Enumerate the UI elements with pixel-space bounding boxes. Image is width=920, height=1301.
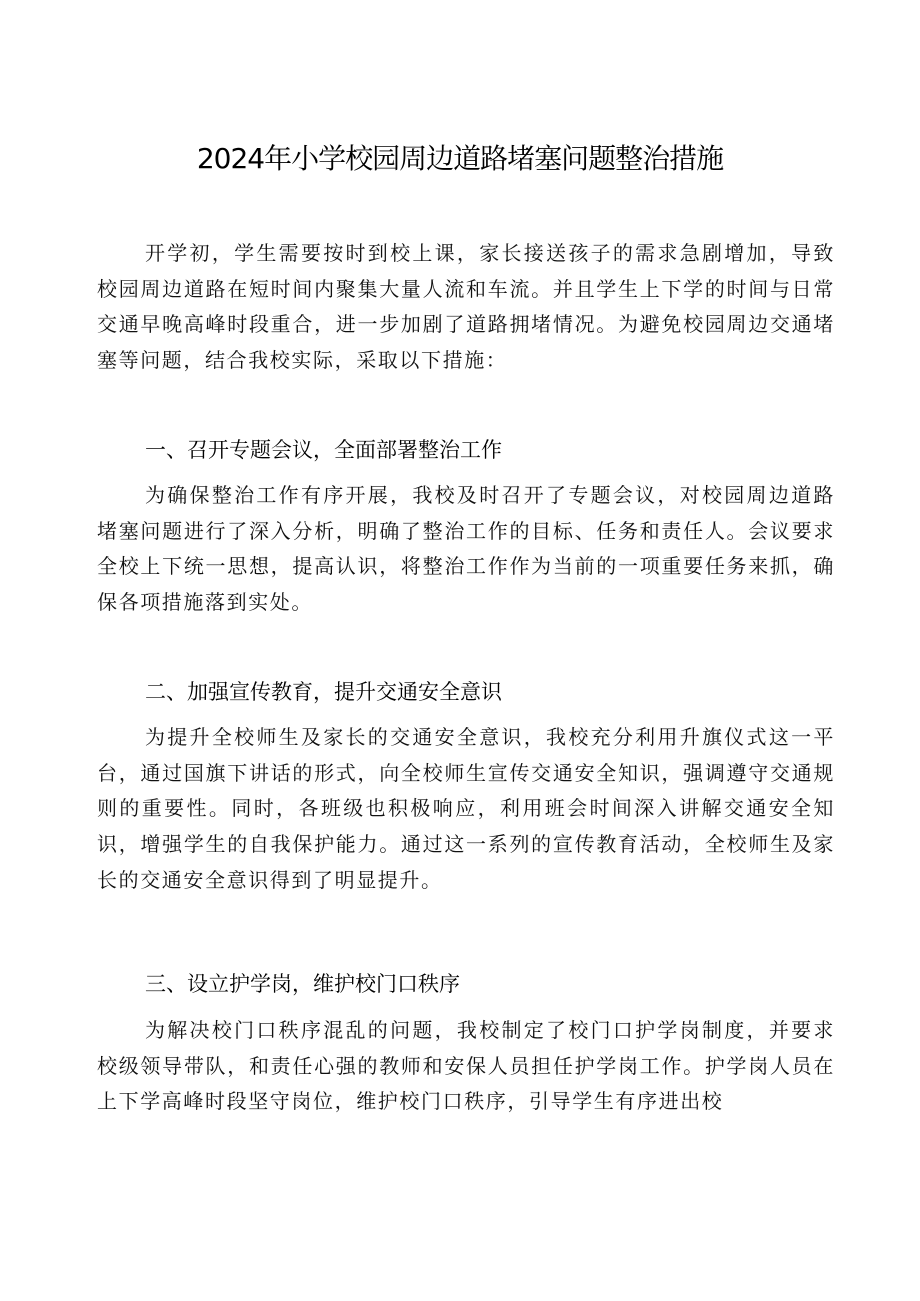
section-paragraph-3: 为解决校门口秩序混乱的问题，我校制定了校门口护学岗制度，并要求校级领导带队，和责任心强的教师和安保人员担任护学岗工作。护学岗人员在上下学高峰时段坚守岗位，维护校门口秩序，引导学生有序进出校 — [97, 1018, 835, 1114]
section-heading-3: 三、设立护学岗，维护校门口秩序 — [145, 972, 460, 996]
section-paragraph-1: 为确保整治工作有序开展，我校及时召开了专题会议，对校园周边道路堵塞问题进行了深入分析，明确了整治工作的目标、任务和责任人。会议要求全校上下统一思想，提高认识，将整治工作作为当前的一项重要任务来抓，确保各项措施落到实处。 — [97, 483, 835, 615]
section-paragraph-2: 为提升全校师生及家长的交通安全意识，我校充分利用升旗仪式这一平台，通过国旗下讲话的形式，向全校师生宣传交通安全知识，强调遵守交通规则的重要性。同时，各班级也积极响应，利用班会时间深入讲解交通安全知识，增强学生的自我保护能力。通过这一系列的宣传教育活动，全校师生及家长的交通安全意识得到了明显提升。 — [97, 725, 835, 892]
section-heading-2: 二、加强宣传教育，提升交通安全意识 — [145, 680, 502, 704]
intro-paragraph: 开学初，学生需要按时到校上课，家长接送孩子的需求急剧增加，导致校园周边道路在短时间内聚集大量人流和车流。并且学生上下学的时间与日常交通早晚高峰时段重合，进一步加剧了道路拥堵情况。为避免校园周边交通堵塞等问题，结合我校实际，采取以下措施： — [97, 241, 835, 373]
document-title: 2024年小学校园周边道路堵塞问题整治措施 — [196, 142, 724, 175]
section-heading-1: 一、召开专题会议，全面部署整治工作 — [145, 438, 502, 462]
